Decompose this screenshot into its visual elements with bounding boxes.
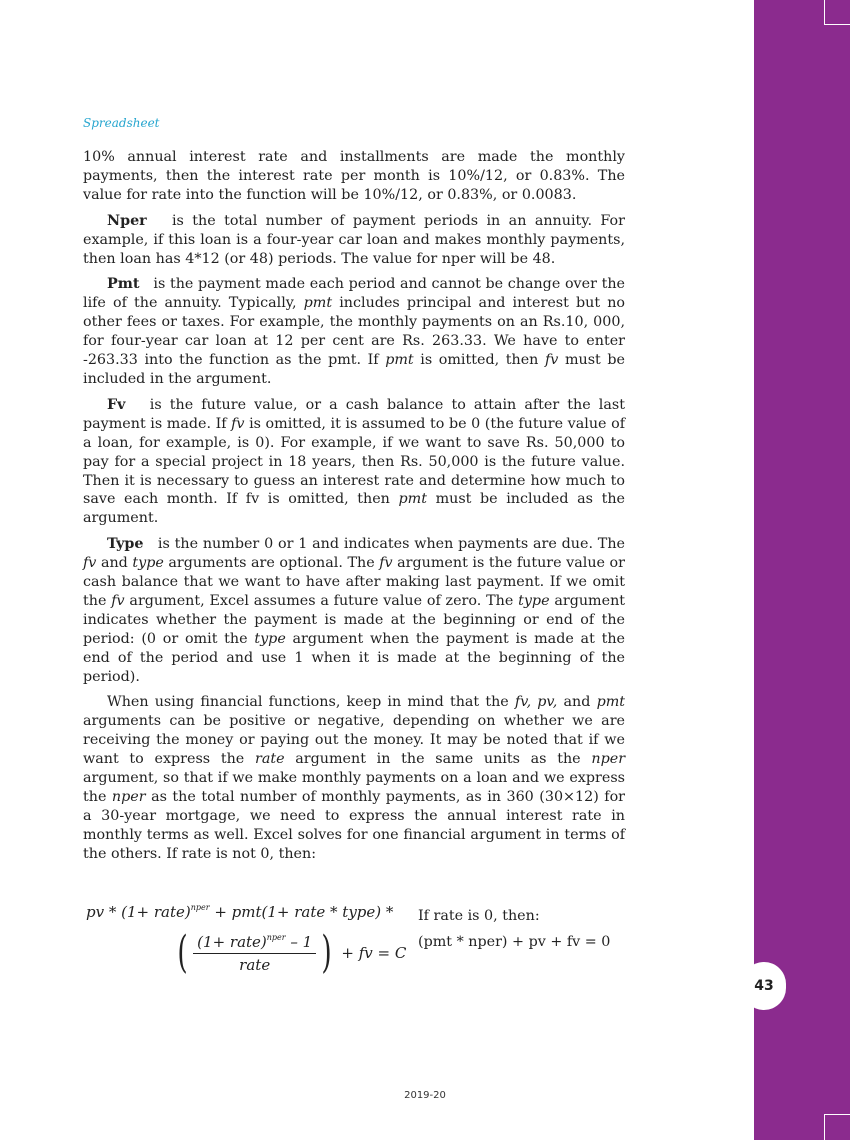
fraction — [193, 933, 316, 974]
fv-italic-1: fv — [231, 415, 245, 432]
formula-line-1 — [86, 903, 396, 921]
type-text-4: argument is the future value or cash balance that we want to have after making last payment. If we omit the — [83, 555, 625, 609]
rate-zero-label: If rate is 0, then: — [418, 908, 540, 924]
fv-text-1: is the future value, or a cash balance to attain after the last payment is made. If — [83, 396, 625, 432]
paragraph-type — [83, 535, 625, 686]
ff-text-6: as the total number of monthly payments, as in 360 (30×12) for a 30-year mortgage, we need to express the annual interest rate in monthly terms as well. Excel solves for one financial argument in terms of the others. If rate is not 0, then: — [83, 789, 626, 862]
type-italic-3: fv — [379, 555, 393, 572]
type-text-2: and — [100, 555, 128, 572]
type-text-6: argument indicates whether the payment is made at the beginning or end of the period: (0 or omit the — [83, 592, 626, 647]
nper-text: is the total number of payment periods in an annuity. For example, if this loan is a four-year car loan and makes monthly payments, then loan has 4*12 (or 48) periods. The value for nper will be 48. — [83, 212, 625, 267]
numerator-minus-one: – 1 — [285, 932, 313, 951]
pmt-italic-2: pmt — [385, 352, 414, 369]
paragraph-financial-functions — [83, 693, 625, 863]
pmt-text-3: is omitted, then — [420, 352, 539, 369]
left-paren: ( — [177, 927, 188, 978]
pmt-italic-3: fv — [544, 352, 559, 369]
formula-line-2 — [174, 927, 407, 978]
term-type: Type — [107, 536, 144, 553]
paragraph-rate-continued: 10% annual interest rate and installments are made the monthly payments, then the interest rate per month is 10%/12, or 0.83%. The value for rate into the function will be 10%/12, or 0.83%, or 0.0083. — [83, 149, 625, 203]
numerator-base: (1+ rate) — [197, 932, 267, 951]
body-text — [83, 148, 625, 871]
type-italic-2: type — [132, 555, 164, 572]
pmt-italic-1: pmt — [303, 295, 333, 312]
ff-italic-2: pmt — [596, 694, 626, 711]
ff-text-3: arguments can be positive or negative, depending on whether we are receiving the money or paying out the money. It may be noted that if we want to express the — [83, 713, 625, 768]
footer — [0, 1090, 850, 1101]
ff-text-5: argument, so that if we make monthly payments on a loan and we express the — [83, 770, 625, 805]
fv-italic-2: pmt — [398, 491, 427, 508]
pmt-text-4: must be included in the argument. — [83, 352, 625, 387]
formula-term-pmt: + pmt(1+ rate * type) * — [209, 903, 394, 921]
ff-italic-3: rate — [254, 751, 285, 768]
formula-exponent-1: nper — [190, 903, 210, 912]
pmt-text-2: includes principal and interest but no other fees or taxes. For example, the monthly payments on an Rs.10, 000, for four-year car loan at 12 per cent are Rs. 263.33. We have to enter -263.33 into the function as the pmt. If — [83, 295, 626, 369]
running-head: Spreadsheet — [83, 116, 160, 130]
type-text-3: arguments are optional. The — [168, 555, 375, 572]
formula-exponent-2: nper — [266, 932, 286, 942]
right-paren: ) — [321, 927, 332, 978]
paragraph-nper — [83, 212, 625, 269]
ff-italic-4: nper — [591, 751, 626, 768]
type-text-5: argument, Excel assumes a future value of zero. The — [129, 592, 514, 609]
type-italic-6: type — [254, 630, 286, 647]
ff-text-4: argument in the same units as the — [295, 751, 581, 768]
fv-text-2: is omitted, it is assumed to be 0 (the future value of a loan, for example, is 0). For example, if we want to save Rs. 50,000 to pay for a special project in 18 years, then Rs. 50,000 is the future value. Then it is necessary to guess an interest rate and determine how much to save each month. If fv is omitted, then — [83, 415, 625, 508]
fv-text-3: must be included as the argument. — [83, 491, 626, 527]
type-text-7: argument when the payment is made at the end of the period and use 1 when it is made at the beginning of the period). — [83, 630, 625, 685]
type-italic-1: fv — [83, 555, 97, 572]
formula-rate-zero — [418, 903, 610, 955]
footer-year: 2019-20 — [404, 1090, 446, 1101]
ff-text-1: When using financial functions, keep in mind that the — [107, 694, 509, 711]
term-pmt: Pmt — [107, 276, 140, 293]
term-nper: Nper — [107, 212, 147, 229]
term-fv: Fv — [107, 396, 126, 413]
page-number: 43 — [742, 962, 786, 1010]
formula-term-pv: pv * (1+ rate) — [86, 903, 191, 921]
type-italic-5: type — [518, 592, 550, 609]
fraction-denominator: rate — [239, 955, 271, 974]
ff-italic-1: fv, pv, — [514, 694, 558, 711]
formula-tail: + fv = C — [341, 944, 407, 962]
formula-rate-nonzero — [86, 903, 407, 978]
fraction-numerator — [193, 933, 316, 954]
type-italic-4: fv — [111, 592, 125, 609]
paragraph-pmt — [83, 275, 625, 388]
paragraph-fv — [83, 396, 625, 528]
pmt-text-1: is the payment made each period and cannot be change over the life of the annuity. Typically, — [83, 276, 625, 312]
type-text-1: is the number 0 or 1 and indicates when payments are due. The — [157, 536, 626, 553]
ff-italic-5: nper — [111, 789, 146, 805]
crop-mark-bottom — [824, 1114, 850, 1141]
rate-zero-expression: (pmt * nper) + pv + fv = 0 — [418, 934, 611, 950]
ff-text-2: and — [563, 694, 591, 711]
crop-mark-top — [824, 0, 850, 25]
